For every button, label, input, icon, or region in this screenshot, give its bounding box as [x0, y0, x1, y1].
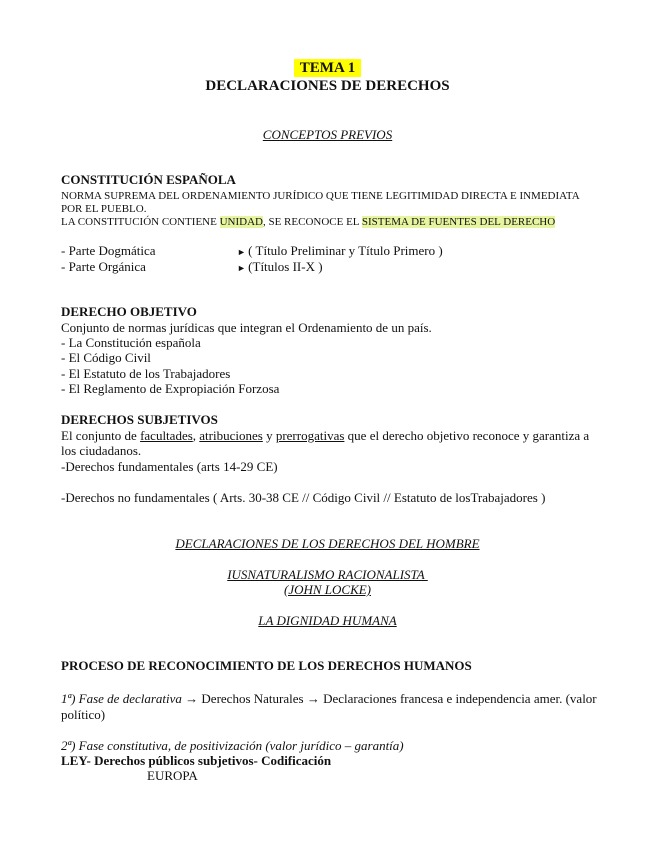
fase-2: 2ª) Fase constitutiva, de positivización (valor jurídico – garantía) [61, 738, 404, 753]
part-label: - Parte Dogmática [61, 243, 156, 258]
iusnaturalismo-heading: IUSNATURALISMO RACIONALISTA [227, 567, 428, 582]
highlight-sistema: SISTEMA DE FUENTES DEL DERECHO [361, 216, 556, 228]
objetivo-line: - La Constitución española [61, 335, 201, 350]
locke-heading: (JOHN LOCKE) [283, 582, 372, 597]
dignidad-heading: LA DIGNIDAD HUMANA [258, 613, 397, 628]
declaraciones-heading: DECLARACIONES DE LOS DERECHOS DEL HOMBRE [175, 536, 480, 551]
subjetivos-line: El conjunto de facultades, atribuciones y prerrogativas que el derecho objetivo reconoce y garantiza a [61, 428, 590, 443]
tema-label [0, 60, 655, 76]
highlight-unidad: UNIDAD [219, 216, 263, 228]
ley-line: LEY- Derechos públicos subjetivos- Codificación [61, 753, 332, 768]
constitucion-line: NORMA SUPREMA DEL ORDENAMIENTO JURÍDICO QUE TIENE LEGITIMIDAD DIRECTA E INMEDIATA [61, 190, 580, 202]
objetivo-line: - El Reglamento de Expropiación Forzosa [61, 381, 280, 396]
part-detail: ( Título Preliminar y Título Primero ) [248, 243, 443, 258]
constitucion-line: POR EL PUEBLO. [61, 203, 147, 215]
objetivo-heading: DERECHO OBJETIVO [61, 304, 197, 319]
proceso-heading: PROCESO DE RECONOCIMIENTO DE LOS DERECHOS HUMANOS [61, 658, 472, 673]
objetivo-line: - El Código Civil [61, 350, 151, 365]
term-atribuciones: atribuciones [199, 428, 263, 443]
objetivo-line: Conjunto de normas jurídicas que integran el Ordenamiento de un país. [61, 320, 432, 335]
section-subtitle: CONCEPTOS PREVIOS [262, 127, 393, 142]
arrow-right-icon: ► (Títulos II-X ) [237, 259, 323, 274]
term-prerrogativas: prerrogativas [275, 428, 345, 443]
constitucion-line [61, 215, 555, 230]
term-facultades: facultades [140, 428, 193, 443]
europa-line: EUROPA [147, 768, 198, 783]
constitucion-heading: CONSTITUCIÓN ESPAÑOLA [61, 172, 236, 187]
subjetivos-line: los ciudadanos. [61, 443, 142, 458]
part-item [61, 243, 461, 258]
objetivo-line: - El Estatuto de los Trabajadores [61, 366, 231, 381]
subjetivos-heading: DERECHOS SUBJETIVOS [61, 412, 218, 427]
text: , SE RECONOCE EL [262, 216, 362, 228]
subjetivos-line: -Derechos fundamentales (arts 14-29 CE) [61, 459, 278, 474]
tema-highlight: TEMA 1 [294, 59, 361, 77]
part-label: - Parte Orgánica [61, 259, 146, 274]
page-title: DECLARACIONES DE DERECHOS [205, 78, 450, 94]
fase-1: 1ª) Fase de declarativa → Derechos Naturales → Declaraciones francesa e independencia amer. (valor [61, 691, 597, 706]
text: LA CONSTITUCIÓN CONTIENE [61, 216, 220, 228]
subjetivos-line: -Derechos no fundamentales ( Arts. 30-38 CE // Código Civil // Estatuto de losTrabajadores ) [61, 490, 546, 505]
arrow-right-icon: ► ( Título Preliminar y Título Primero ) [237, 243, 443, 258]
fase-1-cont: político) [61, 707, 106, 722]
part-item [61, 259, 461, 274]
part-detail: (Títulos II-X ) [248, 259, 323, 274]
